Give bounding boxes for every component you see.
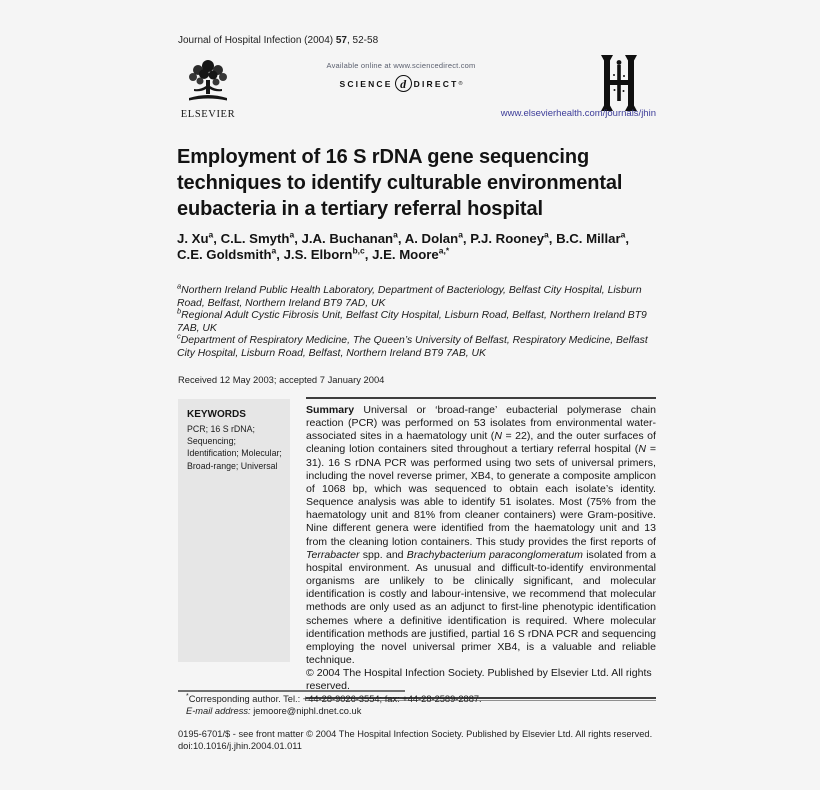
elsevier-wordmark: ELSEVIER	[180, 109, 236, 120]
summary-text: = 31). 16 S rDNA PCR was performed using two sets of universal primers, including the novel reverse primer, XB4, to generate a composite amplicon of 1068 bp, which was sequenced to obtain each isolate’s identity. Sequence analysis was able to identify 51 isolates. Most (75% from the haematology unit and 81% from cleaner containers) were Gram-positive. Nine different genera were identified from the haematology unit and 13 from the cleaning lotion containers. This study provides the first reports of	[306, 443, 656, 548]
author-affiliation-sup: a	[271, 245, 277, 256]
author-name: P.J. Rooney	[470, 231, 545, 246]
affiliation-list	[177, 281, 655, 360]
keywords-body	[187, 423, 284, 472]
author-affiliation-sup: a	[458, 229, 463, 240]
summary-section	[306, 397, 656, 701]
summary-italic-term: Brachybacterium paraconglomeratum	[406, 548, 583, 561]
email-link[interactable]: jemoore@niphl.dnet.co.uk	[253, 705, 362, 716]
author-affiliation-sup: b,c	[352, 245, 365, 256]
citation-pre: Journal of Hospital Infection (2004)	[178, 35, 336, 46]
keyword-line: Sequencing;	[187, 436, 236, 447]
keywords-heading: KEYWORDS	[187, 409, 246, 420]
corresponding-text: Corresponding author. Tel.: +44-28-9026-3554; fax: +44-28-2589-2887.	[188, 694, 482, 704]
imprint	[178, 728, 678, 752]
sciencedirect-block	[295, 61, 507, 92]
summary-text: spp. and	[359, 548, 407, 561]
summary-copyright: © 2004 The Hospital Infection Society. Published by Elsevier Ltd. All rights reserved.	[306, 667, 652, 693]
author-affiliation-sup: a	[620, 229, 626, 240]
summary-italic-term: N	[494, 430, 502, 443]
doi-line: doi:10.1016/j.jhin.2004.01.011	[178, 741, 302, 751]
summary-text: isolated from a hospital environment. As unusual and difficult-to-identify environmental organisms are unlikely to be clinically significant, and molecular identification is costly and labour-intensive, we recommend that molecular methods are only used as an adjunct to first-line phenotypic identification schemes where a definitive identification is required. Where molecular identification methods are justified, partial 16 S rDNA PCR and sequencing employing the novel universal primer XB4, is a valuable and reliable technique.	[306, 548, 656, 666]
sciencedirect-science-text: SCIENCE	[339, 78, 393, 89]
affiliation: $^b$Regional Adult Cystic Fibrosis Unit, Belfast City Hospital, Lisburn Road, Belfast, Northern Ireland BT9 7AB, UK	[177, 306, 647, 334]
summary-text: Universal or ‘broad-range’ eubacterial polymerase chain reaction (PCR) was performed on 53 isolates from environmental water-associated sites in a haematology unit (	[306, 404, 656, 443]
affiliation: $^c$Department of Respiratory Medicine, The Queen’s University of Belfast, Respiratory Medicine, Belfast City Hospital, Lisburn Road, Belfast, Northern Ireland BT9 7AB, UK	[177, 331, 648, 359]
author-name: J.S. Elborn	[283, 246, 353, 262]
summary-top-rule	[306, 397, 656, 399]
author-name: B.C. Millar	[556, 231, 621, 246]
author-name: J. Xu	[177, 231, 209, 246]
summary-text: = 22), and the outer surfaces of cleaning lotion containers sited throughout a tertiary referral hospital (	[306, 430, 656, 456]
issn-line: 0195-6701/$ - see front matter © 2004 The Hospital Infection Society. Published by Elsevier Ltd. All rights reserved.	[178, 729, 653, 739]
summary-italic-term: Terrabacter	[306, 548, 360, 561]
journal-citation	[178, 35, 378, 46]
his-h-icon	[597, 54, 641, 112]
author-affiliation-sup: a	[208, 229, 214, 240]
sciencedirect-direct-text: DIRECT	[413, 78, 459, 89]
affiliation: $^a$Northern Ireland Public Health Laboratory, Department of Bacteriology, Belfast City Hospital, Lisburn Road, Belfast, Northern Ireland BT9 7AD, UK	[177, 281, 642, 309]
sciencedirect-logo	[295, 75, 507, 92]
author-name: J.E. Moore	[372, 246, 439, 262]
sciencedirect-d-icon: d	[395, 75, 412, 92]
author-name: C.E. Goldsmith	[177, 246, 272, 262]
email-note	[186, 706, 658, 718]
citation-pages: , 52-58	[347, 35, 379, 46]
author-affiliation-sup: a	[393, 229, 398, 240]
registered-mark-icon: ®	[458, 80, 463, 87]
keywords-box	[178, 399, 290, 662]
citation-volume: 57	[335, 35, 347, 46]
footnote-rule	[178, 690, 405, 692]
keyword-line: PCR; 16 S rDNA;	[187, 424, 255, 434]
author-name: J.A. Buchanan	[301, 231, 394, 246]
summary-paragraph	[306, 404, 656, 667]
available-online-text: Available online at www.sciencedirect.com	[326, 61, 476, 70]
author-list: J. Xu$^a$, C.L. Smyth$^a$, J.A. Buchanan$^a$, A. Dolan$^a$, P.J. Rooney$^a$, B.C. Millar$^a$, C.E. Goldsmith$^a$, J.S. Elborn$^{b,c}$, J.E. Moore$^{a,*}$	[177, 229, 629, 262]
article-title: Employment of 16 S rDNA gene sequencing techniques to identify culturable environmental eubacteria in a tertiary referral hospital	[177, 146, 623, 220]
corresponding-asterisk: *	[186, 692, 189, 700]
keyword-line: Broad-range; Universal	[187, 460, 278, 471]
footnotes	[178, 694, 658, 718]
summary-label: Summary	[306, 404, 355, 416]
author-name: C.L. Smyth	[220, 231, 290, 246]
author-affiliation-sup: a	[289, 229, 295, 240]
elsevier-tree-icon	[182, 56, 234, 103]
email-label: E-mail address:	[186, 705, 251, 716]
keyword-line: Identification; Molecular;	[187, 448, 282, 459]
journal-url-link[interactable]: www.elsevierhealth.com/journals/jhin	[500, 108, 656, 119]
author-affiliation-sup: a	[544, 229, 549, 240]
corresponding-author-note	[178, 694, 658, 706]
summary-italic-term: N	[638, 443, 646, 456]
author-name: A. Dolan	[404, 231, 459, 246]
received-dates: Received 12 May 2003; accepted 7 January 2004	[178, 374, 385, 385]
author-affiliation-sup: a,*	[438, 245, 450, 256]
